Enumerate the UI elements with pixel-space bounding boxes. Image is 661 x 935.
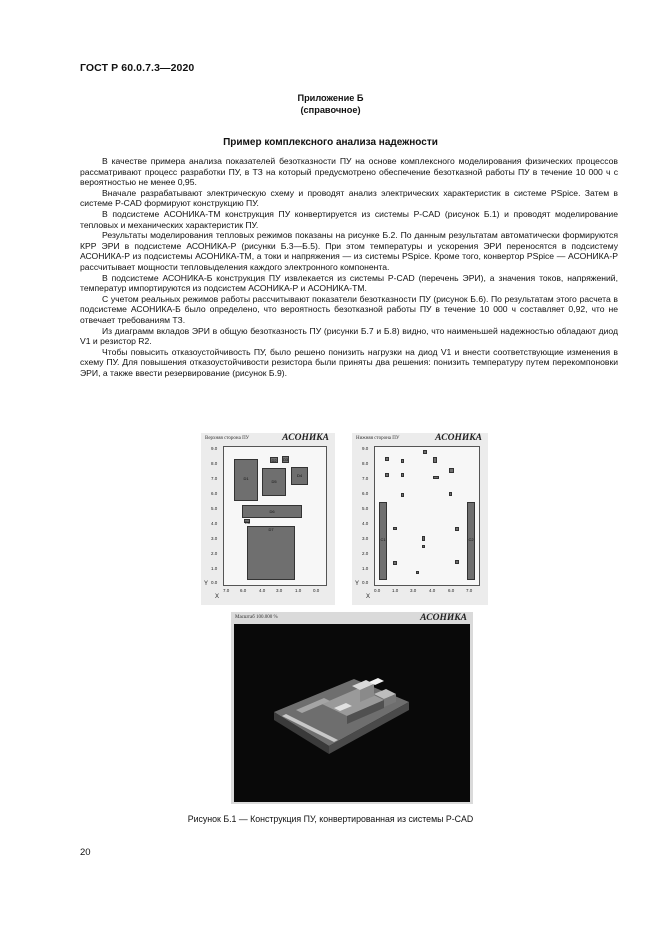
paragraph: Из диаграмм вкладов ЭРИ в общую безотказность ПУ (рисунки Б.7 и Б.8) видно, что наименьшей надежностью обладают диод V1 и резистор R2. bbox=[80, 325, 618, 347]
component-label: D8 bbox=[245, 520, 251, 525]
figure-top-view bbox=[201, 433, 335, 605]
component bbox=[433, 476, 439, 479]
y-tick: 7.0 bbox=[211, 476, 218, 481]
component bbox=[247, 526, 295, 580]
component bbox=[433, 457, 437, 463]
component bbox=[401, 473, 404, 477]
paragraph: В подсистеме АСОНИКА-Б конструкция ПУ извлекается из системы P-CAD (перечень ЭРИ), а значения токов, напряжений, температур импортируются из подсистем АСОНИКА-Р и АСОНИКА-ТМ. bbox=[80, 272, 618, 294]
paragraph: В подсистеме АСОНИКА-ТМ конструкция ПУ конвертируется из системы P-CAD (рисунок Б.1) и проводят моделирование тепловых и механических характеристик ПУ. bbox=[80, 208, 618, 230]
component bbox=[467, 502, 475, 580]
appendix-title: Приложение Б bbox=[297, 93, 364, 103]
figure-bottom-view bbox=[352, 433, 488, 605]
y-tick: 6.0 bbox=[211, 491, 218, 496]
figure-3d-view bbox=[231, 612, 473, 804]
x-tick: 3.0 bbox=[410, 588, 417, 593]
x-tick: 6.0 bbox=[240, 588, 247, 593]
component bbox=[262, 468, 286, 496]
component bbox=[455, 527, 459, 531]
component bbox=[385, 473, 389, 477]
top-view-plot bbox=[223, 446, 327, 586]
component bbox=[291, 467, 308, 485]
asonika-logo: АСОНИКА bbox=[420, 613, 467, 623]
component bbox=[401, 493, 404, 497]
component-label: D2 bbox=[271, 458, 277, 463]
x-tick: 0.0 bbox=[313, 588, 320, 593]
x-tick: 3.0 bbox=[276, 588, 283, 593]
component bbox=[455, 560, 459, 564]
body-text bbox=[80, 156, 618, 378]
y-tick: 4.0 bbox=[211, 521, 218, 526]
pcb-3d-render bbox=[234, 624, 470, 802]
scale-caption: Масштаб 100.000 % bbox=[235, 615, 278, 620]
appendix-heading bbox=[0, 92, 661, 116]
component bbox=[385, 457, 389, 461]
component bbox=[393, 561, 397, 565]
y-tick: 8.0 bbox=[362, 461, 369, 466]
component-label: D5 bbox=[271, 479, 277, 484]
asonika-logo: АСОНИКА bbox=[282, 433, 329, 443]
y-tick: 7.0 bbox=[362, 476, 369, 481]
top-view-caption: Верхняя сторона ПУ bbox=[205, 436, 250, 441]
component bbox=[449, 492, 452, 496]
component bbox=[393, 527, 397, 530]
component-label: C2 bbox=[468, 537, 474, 542]
component bbox=[449, 468, 454, 473]
y-tick: 2.0 bbox=[362, 551, 369, 556]
y-tick: 5.0 bbox=[362, 506, 369, 511]
y-tick: 2.0 bbox=[211, 551, 218, 556]
paragraph: Чтобы повысить отказоустойчивость ПУ, было решено понизить нагрузки на диод V1 и внести соответствующие изменения в схему ПУ. Для повышения отказоустойчивости резистора были приняты два решения: понизить температуру путем перекомпоновки ЭРИ, а также ввести резервирование (рисунок Б.9). bbox=[80, 346, 618, 378]
page-number: 20 bbox=[80, 847, 91, 858]
y-tick: 9.0 bbox=[362, 446, 369, 451]
x-tick: 1.0 bbox=[295, 588, 302, 593]
component-label: D4 bbox=[296, 473, 303, 478]
component-label: D7 bbox=[268, 527, 274, 532]
x-tick: 7.0 bbox=[223, 588, 230, 593]
component bbox=[401, 459, 404, 463]
component-label: D6 bbox=[269, 509, 275, 514]
y-tick: 6.0 bbox=[362, 491, 369, 496]
y-tick: 1.0 bbox=[211, 566, 218, 571]
x-axis-label: X bbox=[215, 594, 220, 600]
y-tick: 9.0 bbox=[211, 446, 218, 451]
x-tick: 4.0 bbox=[259, 588, 266, 593]
paragraph: Результаты моделирования тепловых режимов показаны на рисунке Б.2. По данным результатам автоматически формируются КРР ЭРИ в подсистеме АСОНИКА-Р (рисунки Б.3—Б.5). При этом температуры и ускорения ЭРИ переносятся в подсистему АСОНИКА-Р из подсистемы АСОНИКА-ТМ, а токи и напряжения — из системы PSpice. Кроме того, конвертор PSpice — АСОНИКА-Р рассчитывает мощности тепловыделения каждого электронного компонента. bbox=[80, 230, 618, 272]
x-tick: 6.0 bbox=[448, 588, 455, 593]
component-label: D1 bbox=[243, 476, 249, 481]
y-tick: 5.0 bbox=[211, 506, 218, 511]
component bbox=[423, 450, 427, 454]
y-tick: 3.0 bbox=[362, 536, 369, 541]
bottom-view-plot bbox=[374, 446, 480, 586]
component bbox=[234, 459, 258, 501]
y-tick: 3.0 bbox=[211, 536, 218, 541]
y-tick: 0.0 bbox=[211, 580, 218, 585]
y-tick: 1.0 bbox=[362, 566, 369, 571]
paragraph: В качестве примера анализа показателей безотказности ПУ на основе комплексного моделирования физических процессов рассматривают процесс разработки ПУ, в ТЗ на который предусмотрено обеспечение безотказной работы ПУ в течение 10 000 ч с вероятностью не менее 0,95. bbox=[80, 156, 618, 188]
y-axis-label: Y bbox=[355, 581, 360, 587]
standard-header: ГОСТ Р 60.0.7.3—2020 bbox=[80, 62, 195, 74]
bottom-view-caption: Нижняя сторона ПУ bbox=[356, 436, 400, 441]
component bbox=[379, 502, 387, 580]
x-tick: 0.0 bbox=[374, 588, 381, 593]
component bbox=[270, 457, 278, 463]
paragraph: С учетом реальных режимов работы рассчитывают показатели безотказности ПУ (рисунок Б.6). По результатам этого расчета в подсистеме АСОНИКА-Б было определено, что вероятность безотказной работы ПУ в течение 10 000 ч составляет 0,92, что не отвечает требованиям ТЗ. bbox=[80, 293, 618, 325]
component bbox=[282, 456, 289, 463]
component-label: C1 bbox=[380, 537, 386, 542]
component bbox=[416, 571, 419, 574]
x-tick: 1.0 bbox=[392, 588, 399, 593]
component bbox=[242, 505, 302, 518]
y-tick: 4.0 bbox=[362, 521, 369, 526]
y-axis-label: Y bbox=[204, 581, 209, 587]
x-tick: 7.0 bbox=[466, 588, 473, 593]
component bbox=[244, 519, 250, 523]
asonika-logo: АСОНИКА bbox=[435, 433, 482, 443]
appendix-note: (справочное) bbox=[300, 105, 361, 115]
x-axis-label: X bbox=[366, 594, 371, 600]
x-tick: 4.0 bbox=[429, 588, 436, 593]
component bbox=[422, 545, 425, 548]
component bbox=[422, 536, 425, 541]
section-title: Пример комплексного анализа надежности bbox=[223, 137, 438, 148]
paragraph: Вначале разрабатывают электрическую схему и проводят анализ электрических характеристик в системе PSpice. Затем в системе P-CAD формируют конструкцию ПУ. bbox=[80, 187, 618, 209]
3d-viewport bbox=[234, 624, 470, 802]
figure-caption: Рисунок Б.1 — Конструкция ПУ, конвертированная из системы P-CAD bbox=[187, 814, 474, 824]
y-tick: 0.0 bbox=[362, 580, 369, 585]
component-label: D3 bbox=[283, 457, 289, 462]
y-tick: 8.0 bbox=[211, 461, 218, 466]
